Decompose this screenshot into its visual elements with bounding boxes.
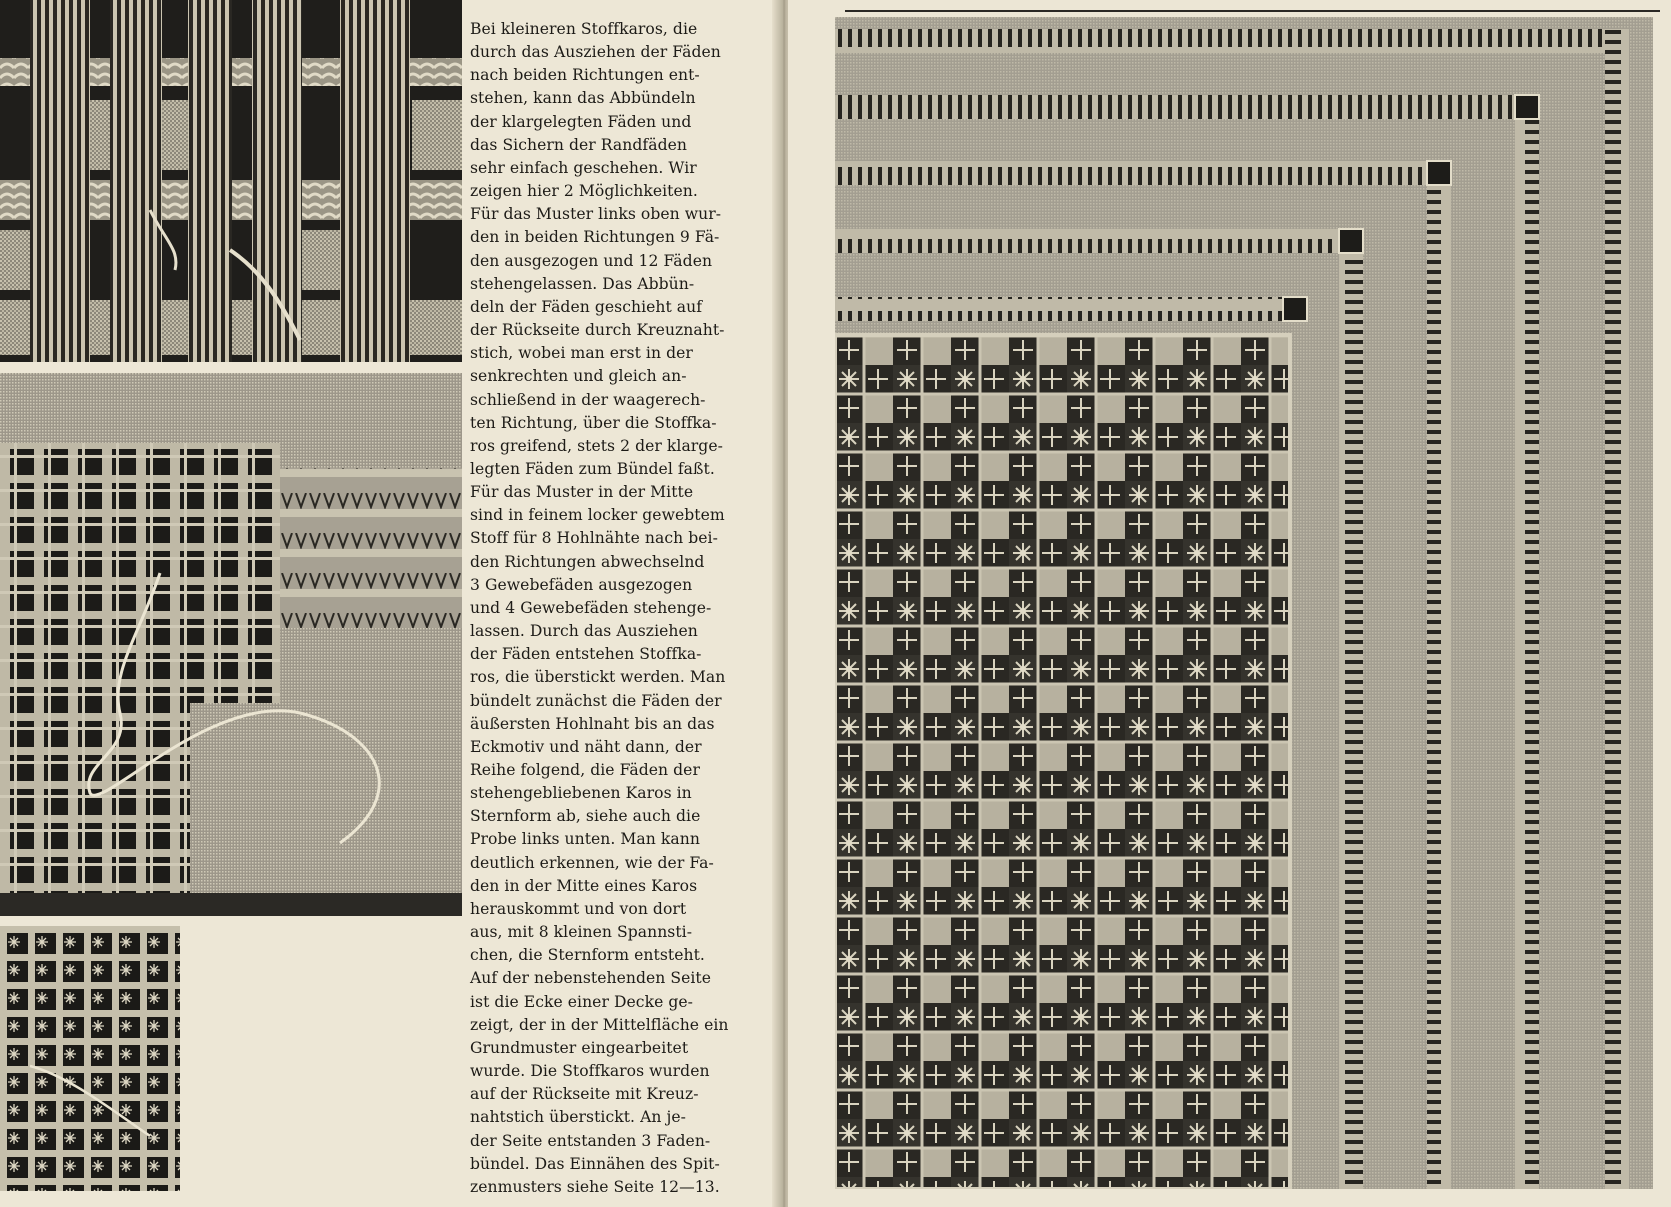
body-text [470,18,756,1199]
body-text-line: chen, die Sternform entsteht. [470,946,705,965]
body-text-line: zeigt, der in der Mittelfläche ein [470,1015,729,1034]
body-text-line: der Seite entstanden 3 Faden- [470,1131,711,1150]
body-text-line: auf der Rückseite mit Kreuz- [470,1085,699,1104]
body-text-line: der Rückseite durch Kreuznaht- [470,321,725,340]
body-text-line: Auf der nebenstehenden Seite [470,969,711,988]
body-text-line: durch das Ausziehen der Fäden [470,43,721,62]
body-text-line: Bei kleineren Stoffkaros, die [470,20,698,38]
body-text-line: Sternform ab, siehe auch die [470,807,701,826]
star-stitch-sample-photo [0,926,180,1191]
body-text-line: stehengebliebenen Karos in [470,784,692,803]
left-page [0,0,784,1207]
body-text-line: Probe links unten. Man kann [470,830,700,849]
body-text-line: Reihe folgend, die Fäden der [470,761,700,779]
body-text-line: sind in feinem locker gewebtem [470,506,725,525]
body-text-line: ros, die überstickt werden. Man [470,668,726,687]
body-text-line: legten Fäden zum Bündel faßt. [470,459,715,478]
body-text-line: zeigen hier 2 Möglichkeiten. [470,182,698,201]
body-text-line: stehengelassen. Das Abbün- [470,274,695,293]
body-text-line: den Richtungen abwechselnd [470,552,705,571]
body-text-line: zenmusters siehe Seite 12—13. [470,1177,720,1196]
body-text-line: Grundmuster eingearbeitet [470,1038,689,1057]
body-text-line: deln der Fäden geschieht auf [470,297,703,316]
body-text-line: ros greifend, stets 2 der klarge- [470,436,723,455]
body-text-line: äußersten Hohlnaht bis an das [470,714,715,733]
top-rule [845,10,1660,12]
body-text-line: schließend in der waagerech- [470,390,706,409]
body-text-line: stehen, kann das Abbündeln [470,89,696,108]
body-text-line: ten Richtung, über die Stoffka- [470,413,717,432]
body-text-line: ist die Ecke einer Decke ge- [470,992,693,1011]
body-text-line: wurde. Die Stoffkaros wurden [470,1062,710,1081]
body-text-line: das Sichern der Randfäden [470,135,687,154]
body-text-line: 3 Gewebefäden ausgezogen [470,575,693,594]
body-text-line: den in der Mitte eines Karos [470,876,698,895]
body-text-line: den ausgezogen und 12 Fäden [470,251,713,270]
right-page [788,0,1671,1207]
body-text-line: Für das Muster in der Mitte [470,483,694,502]
body-text-line: der Fäden entstehen Stoffka- [470,645,702,664]
body-text-line: bündel. Das Einnähen des Spit- [470,1154,720,1173]
body-text-line: senkrechten und gleich an- [470,367,687,386]
woven-check-sample-photo [0,0,462,362]
body-text-line: sehr einfach geschehen. Wir [470,158,697,177]
body-text-line: den in beiden Richtungen 9 Fä- [470,228,720,247]
body-text-line: bündelt zunächst die Fäden der [470,691,722,710]
body-text-line: Stoff für 8 Hohlnähte nach bei- [470,529,718,548]
body-text-line: aus, mit 8 kleinen Spannsti- [470,923,693,942]
body-text-line: der klargelegten Fäden und [470,112,692,131]
body-text-line: stich, wobei man erst in der [470,344,693,363]
body-text-line: herauskommt und von dort [470,899,687,918]
drawn-thread-grid-photo [0,373,462,916]
body-text-line: Für das Muster links oben wur- [470,205,722,224]
body-text-line: Eckmotiv und näht dann, der [470,737,702,756]
body-text-line: nach beiden Richtungen ent- [470,66,700,85]
body-text-line: nahtstich überstickt. An je- [470,1108,686,1127]
tablecloth-corner-photo [835,17,1653,1189]
body-text-line: und 4 Gewebefäden stehenge- [470,598,712,617]
body-text-line: deutlich erkennen, wie der Fa- [470,853,714,872]
body-text-line: lassen. Durch das Ausziehen [470,622,698,641]
